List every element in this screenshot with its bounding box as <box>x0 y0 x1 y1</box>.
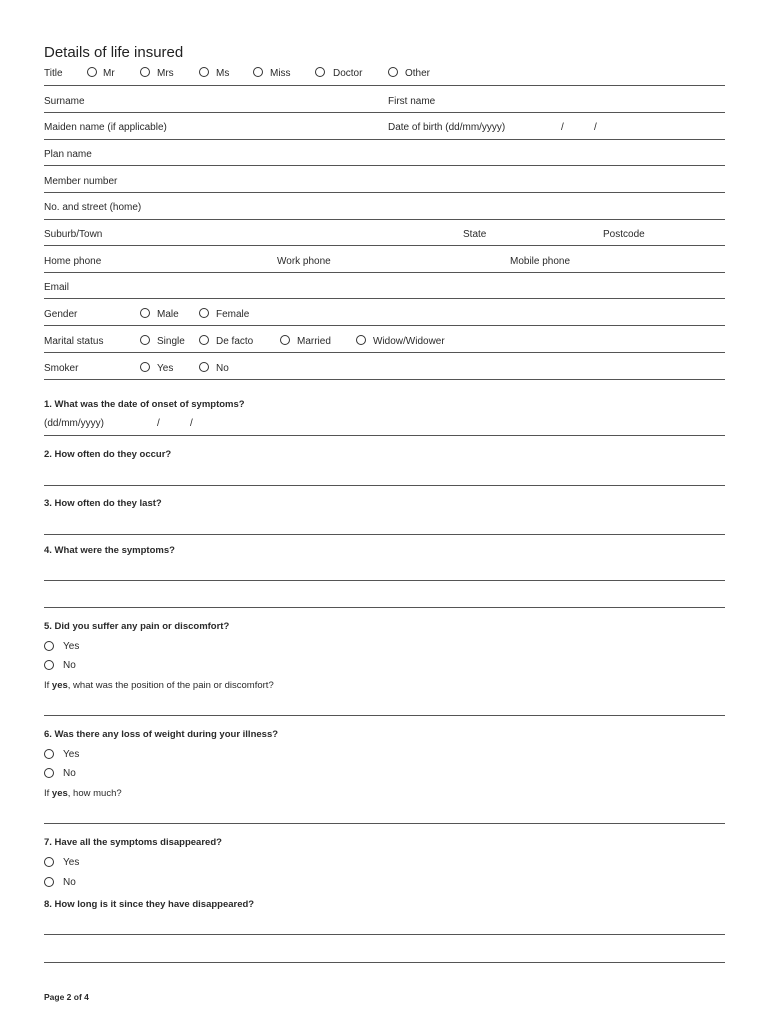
gender-label: Gender <box>44 309 78 320</box>
marital-defacto-radio[interactable] <box>199 335 209 345</box>
question-5: 5. Did you suffer any pain or discomfort? <box>44 621 230 632</box>
q6-yes-label: Yes <box>63 749 80 760</box>
email-field-line[interactable] <box>44 298 725 299</box>
q7-no-radio[interactable] <box>44 877 54 887</box>
plan-name-label: Plan name <box>44 149 92 160</box>
street-field-line[interactable] <box>44 219 725 220</box>
title-other-radio[interactable] <box>388 67 398 77</box>
q5-answer-line[interactable] <box>44 715 725 716</box>
marital-defacto-label: De facto <box>216 336 254 347</box>
smoker-no-radio[interactable] <box>199 362 209 372</box>
q6-no-radio[interactable] <box>44 768 54 778</box>
gender-male-radio[interactable] <box>140 308 150 318</box>
marital-widow-label: Widow/Widower <box>373 336 445 347</box>
smoker-row-line <box>44 379 725 380</box>
smoker-yes-label: Yes <box>157 363 174 374</box>
marital-single-radio[interactable] <box>140 335 150 345</box>
q5-if-yes-prompt: If yes, what was the position of the pain or discomfort? <box>44 680 274 691</box>
title-miss-label: Miss <box>270 68 291 79</box>
suburb-field-line[interactable] <box>44 245 725 246</box>
dob-separator: / <box>561 122 564 133</box>
q3-answer-line[interactable] <box>44 534 725 535</box>
gender-female-radio[interactable] <box>199 308 209 318</box>
question-7: 7. Have all the symptoms disappeared? <box>44 837 222 848</box>
title-mr-label: Mr <box>103 68 115 79</box>
title-doctor-label: Doctor <box>333 68 363 79</box>
home-phone-label: Home phone <box>44 256 102 267</box>
q5-no-label: No <box>63 660 76 671</box>
maiden-name-label: Maiden name (if applicable) <box>44 122 167 133</box>
q6-answer-line[interactable] <box>44 823 725 824</box>
gender-row-line <box>44 325 725 326</box>
title-label: Title <box>44 68 63 79</box>
q5-yes-radio[interactable] <box>44 641 54 651</box>
q1-answer-line[interactable] <box>44 435 725 436</box>
title-mrs-label: Mrs <box>157 68 174 79</box>
marital-married-radio[interactable] <box>280 335 290 345</box>
smoker-label: Smoker <box>44 363 79 374</box>
question-1: 1. What was the date of onset of symptoms? <box>44 399 245 410</box>
q6-no-label: No <box>63 768 76 779</box>
q7-yes-radio[interactable] <box>44 857 54 867</box>
question-4: 4. What were the symptoms? <box>44 545 175 556</box>
title-mr-radio[interactable] <box>87 67 97 77</box>
q5-no-radio[interactable] <box>44 660 54 670</box>
dob-label: Date of birth (dd/mm/yyyy) <box>388 122 506 133</box>
surname-label: Surname <box>44 96 85 107</box>
suburb-label: Suburb/Town <box>44 229 103 240</box>
q6-if-yes-prompt: If yes, how much? <box>44 788 122 799</box>
q1-date-hint: (dd/mm/yyyy) <box>44 418 104 429</box>
state-label: State <box>463 229 487 240</box>
marital-widow-radio[interactable] <box>356 335 366 345</box>
surname-field-line[interactable] <box>44 112 725 113</box>
marital-single-label: Single <box>157 336 185 347</box>
title-ms-radio[interactable] <box>199 67 209 77</box>
q7-yes-label: Yes <box>63 857 80 868</box>
postcode-label: Postcode <box>603 229 645 240</box>
q8-answer-line[interactable] <box>44 962 725 963</box>
q5-yes-label: Yes <box>63 641 80 652</box>
marital-married-label: Married <box>297 336 331 347</box>
title-mrs-radio[interactable] <box>140 67 150 77</box>
q1-date-separator: / <box>190 418 193 429</box>
phone-field-line[interactable] <box>44 272 725 273</box>
q2-answer-line[interactable] <box>44 485 725 486</box>
mobile-phone-label: Mobile phone <box>510 256 571 267</box>
title-ms-label: Ms <box>216 68 230 79</box>
maiden-field-line[interactable] <box>44 139 725 140</box>
question-3: 3. How often do they last? <box>44 498 162 509</box>
question-8: 8. How long is it since they have disappeared? <box>44 899 255 910</box>
smoker-yes-radio[interactable] <box>140 362 150 372</box>
q8-answer-line[interactable] <box>44 934 725 935</box>
page-footer: Page 2 of 4 <box>44 992 89 1002</box>
plan-name-field-line[interactable] <box>44 165 725 166</box>
dob-separator: / <box>594 122 597 133</box>
first-name-label: First name <box>388 96 436 107</box>
title-miss-radio[interactable] <box>253 67 263 77</box>
title-other-label: Other <box>405 68 431 79</box>
member-number-field-line[interactable] <box>44 192 725 193</box>
gender-female-label: Female <box>216 309 250 320</box>
marital-label: Marital status <box>44 336 104 347</box>
title-doctor-radio[interactable] <box>315 67 325 77</box>
question-2: 2. How often do they occur? <box>44 449 172 460</box>
q6-yes-radio[interactable] <box>44 749 54 759</box>
q7-no-label: No <box>63 877 76 888</box>
title-row-line <box>44 85 725 86</box>
email-label: Email <box>44 282 70 293</box>
q4-answer-line[interactable] <box>44 580 725 581</box>
member-number-label: Member number <box>44 176 118 187</box>
question-6: 6. Was there any loss of weight during your illness? <box>44 729 279 740</box>
work-phone-label: Work phone <box>277 256 331 267</box>
q1-date-separator: / <box>157 418 160 429</box>
section-title: Details of life insured <box>44 44 184 61</box>
smoker-no-label: No <box>216 363 229 374</box>
gender-male-label: Male <box>157 309 179 320</box>
marital-row-line <box>44 352 725 353</box>
street-label: No. and street (home) <box>44 202 142 213</box>
q4-answer-line[interactable] <box>44 607 725 608</box>
